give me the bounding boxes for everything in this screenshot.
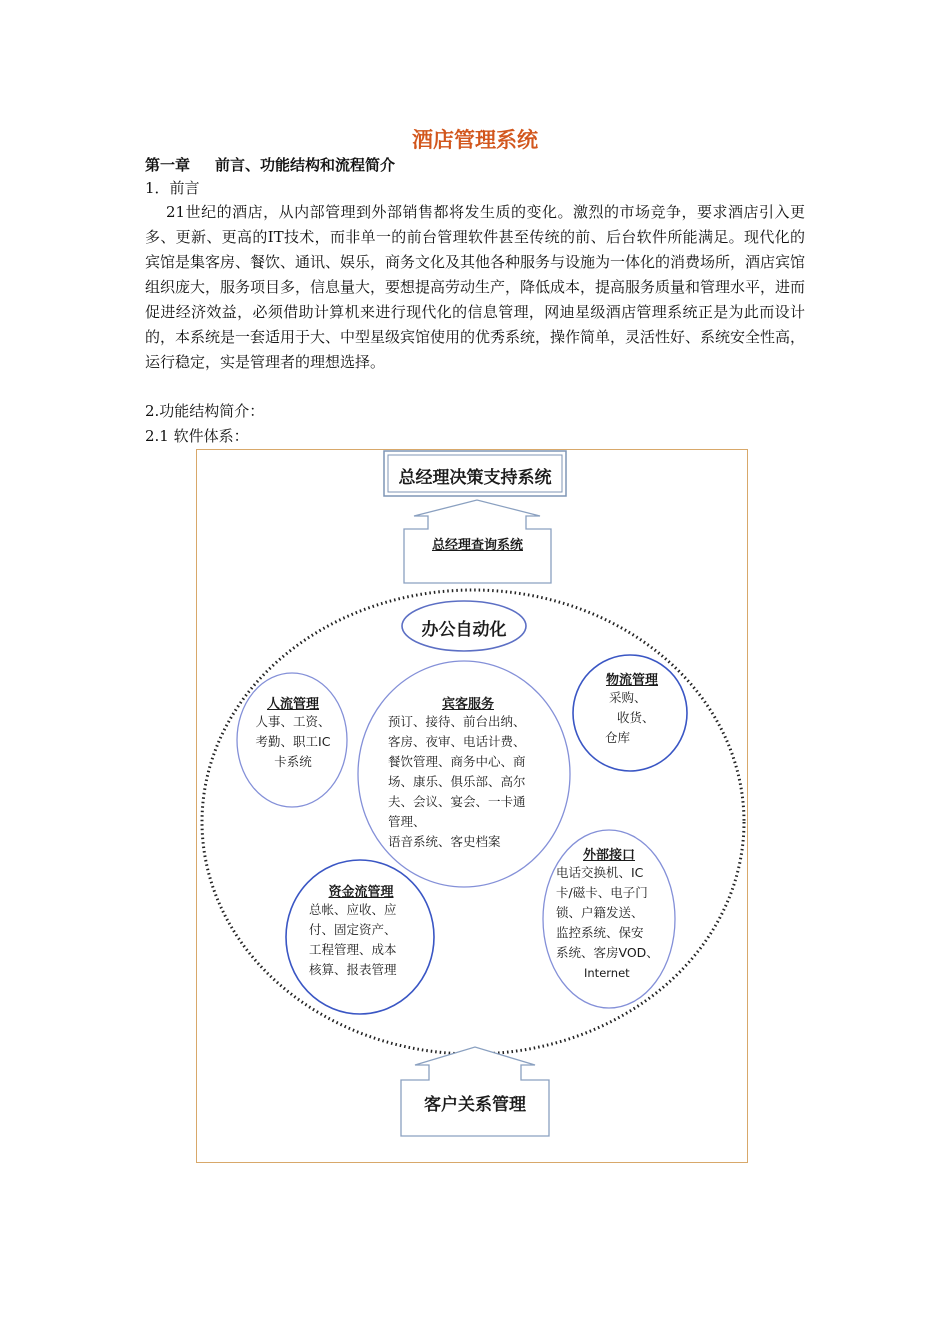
external-line: 系统、客房VOD、 (556, 945, 659, 960)
logistics-line: 采购、 (609, 690, 647, 705)
external-line: 电话交换机、IC (556, 865, 644, 880)
guest-line: 夫、会议、宴会、一卡通 (388, 794, 526, 809)
software-architecture-diagram (196, 449, 748, 1163)
office-automation-label: 办公自动化 (421, 620, 507, 640)
hr-line: 考勤、职工IC (255, 734, 331, 749)
guest-line: 客房、夜审、电话计费、 (388, 734, 526, 749)
hr-line: 卡系统 (274, 754, 312, 769)
query-system-label: 总经理查询系统 (431, 538, 523, 553)
section-heading-preface: 1．前言 (145, 179, 200, 197)
finance-text (309, 881, 413, 980)
guest-line: 语音系统、客史档案 (388, 834, 501, 849)
external-line: 卡/磁卡、电子门 (556, 885, 648, 900)
section-heading-software: 2.1 软件体系： (145, 427, 249, 445)
external-interface-title: 外部接口 (582, 848, 635, 863)
logistics-title: 物流管理 (605, 673, 658, 688)
hr-line: 人事、工资、 (255, 714, 331, 729)
hr-title: 人流管理 (266, 697, 319, 712)
external-line: Internet (584, 966, 630, 980)
section-heading-structure: 2.功能结构简介： (145, 402, 265, 420)
finance-line: 核算、报表管理 (309, 962, 397, 977)
external-interface-body (556, 863, 662, 983)
decision-support-label: 总经理决策支持系统 (398, 468, 552, 488)
finance-line: 付、固定资产、 (309, 922, 397, 937)
logistics-body (597, 688, 667, 748)
logistics-text (597, 669, 667, 748)
paragraph-text: 21世纪的酒店，从内部管理到外部销售都将发生质的变化。激烈的市场竞争，要求酒店引入更多、更新、更高的IT技术，而非单一的前台管理软件甚至传统的前、后台软件所能满足。现代化的宾馆是集客房、餐饮、通讯、娱乐，商务文化及其他各种服务与设施为一体化的消费场所，酒店宾馆组织庞大，服务项目多，信息量大，要想提高劳动生产，降低成本，提高服务质量和管理水平，进而促进经济效益，必须借助计算机来进行现代化的信息管理，网迪星级酒店管理系统正是为此而设计的，本系统是一套适用于大、中型星级宾馆使用的优秀系统，操作简单，灵活性好、系统安全性高，运行稳定，实是管理者的理想选择。 (145, 203, 806, 371)
guest-service-title: 宾客服务 (441, 697, 494, 712)
finance-title: 资金流管理 (328, 885, 394, 900)
logistics-line: 仓库 (605, 730, 631, 745)
hr-text (247, 693, 339, 772)
logistics-line: 收货、 (617, 710, 655, 725)
guest-service-text (388, 693, 548, 852)
guest-service-body (388, 712, 548, 852)
finance-line: 总帐、应收、应 (309, 902, 397, 917)
external-line: 监控系统、保安 (556, 925, 644, 940)
external-interface-text (556, 844, 662, 983)
guest-line: 餐饮管理、商务中心、商 (388, 754, 526, 769)
finance-line: 工程管理、成本 (309, 942, 397, 957)
guest-line: 管理、 (388, 814, 426, 829)
hr-body (247, 712, 339, 772)
guest-line: 场、康乐、俱乐部、高尔 (388, 774, 526, 789)
crm-label: 客户关系管理 (424, 1095, 526, 1115)
chapter-heading (145, 154, 395, 175)
preface-paragraph (145, 200, 805, 375)
finance-body (309, 900, 413, 980)
guest-line: 预订、接待、前台出纳、 (388, 714, 526, 729)
chapter-number: 第一章 (145, 156, 191, 174)
chapter-title: 前言、功能结构和流程简介 (215, 156, 396, 174)
external-line: 锁、户籍发送、 (556, 905, 644, 920)
document-title: 酒店管理系统 (412, 128, 538, 152)
